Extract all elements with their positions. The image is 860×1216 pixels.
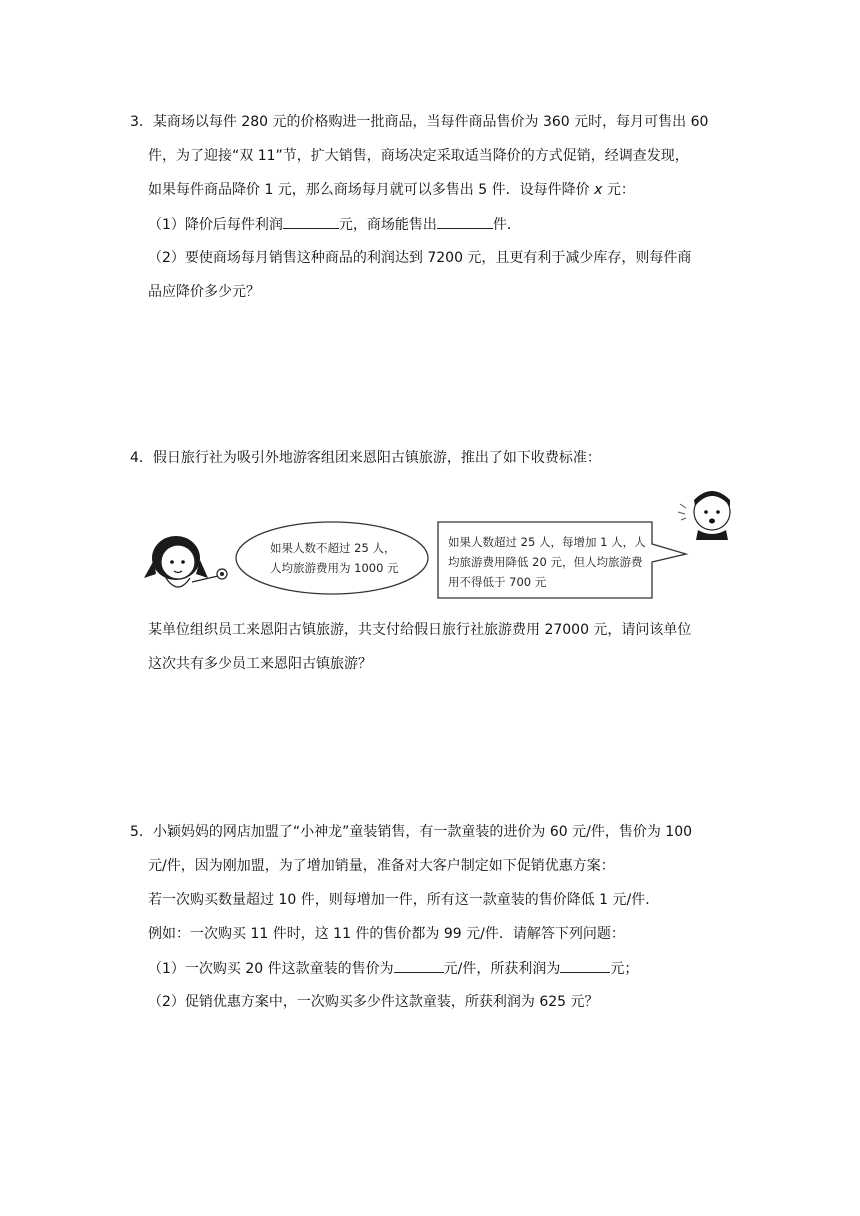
girl-figure [144, 536, 227, 587]
q3-line-3 [148, 180, 635, 200]
q3-sub-2-line-2: 品应降价多少元？ [148, 284, 260, 300]
q5-sub-1 [148, 958, 638, 979]
q3-line-3-end: 元： [602, 182, 635, 198]
q3-line-2: 件，为了迎接“双 11”节，扩大销售，商场决定采取适当降价的方式促销，经调查发现， [148, 148, 689, 164]
q3-line-1: 3．某商场以每件 280 元的价格购进一批商品，当每件商品售价为 360 元时，每月可售出 60 [130, 114, 709, 130]
q5-answer-blank-profit[interactable] [560, 958, 610, 973]
q5-answer-blank-price[interactable] [394, 958, 444, 973]
boy-figure [678, 491, 730, 540]
q3-sub-1 [148, 214, 521, 235]
q3-variable-x: x [594, 182, 603, 198]
q3-sub-1-mid: 元，商场能售出 [338, 217, 437, 233]
left-bubble-line-2: 人均旅游费用为 1000 元 [270, 561, 399, 575]
right-bubble-line-3: 用不得低于 700 元 [448, 575, 547, 589]
q5-line-3: 若一次购买数量超过 10 件，则每增加一件，所有这一款童装的售价降低 1 元/件． [148, 892, 660, 908]
left-bubble-line-1: 如果人数不超过 25 人， [270, 541, 396, 555]
right-bubble-line-1: 如果人数超过 25 人，每增加 1 人，人 [448, 535, 646, 549]
q5-line-4: 例如：一次购买 11 件时，这 11 件的售价都为 99 元/件．请解答下列问题： [148, 926, 625, 942]
q4-illustration [140, 478, 740, 608]
q5-sub-1-text: （1）一次购买 20 件这款童装的售价为 [148, 961, 394, 977]
right-bubble-line-2: 均旅游费用降低 20 元，但人均旅游费 [448, 555, 643, 569]
q3-line-3-text: 如果每件商品降价 1 元，那么商场每月就可以多售出 5 件．设每件降价 [148, 182, 595, 198]
q5-sub-1-mid: 元/件，所获利润为 [443, 961, 561, 977]
q4-line-3: 这次共有多少员工来恩阳古镇旅游？ [148, 656, 372, 672]
q5-sub-2: （2）促销优惠方案中，一次购买多少件这款童装，所获利润为 625 元？ [148, 994, 599, 1010]
q3-sub-1-text: （1）降价后每件利润 [148, 217, 283, 233]
q3-answer-blank-quantity[interactable] [437, 214, 493, 229]
q5-line-1: 5．小颖妈妈的网店加盟了“小神龙”童装销售，有一款童装的进价为 60 元/件，售价为 100 [130, 824, 693, 840]
q3-sub-1-end: 件． [492, 217, 521, 233]
q5-line-2: 元/件，因为刚加盟，为了增加销量，准备对大客户制定如下促销优惠方案： [148, 858, 615, 874]
q4-illustration-svg [140, 478, 740, 608]
q3-sub-2-line-1: （2）要使商场每月销售这种商品的利润达到 7200 元，且更有利于减少库存，则每件商 [148, 250, 692, 266]
q5-sub-1-end: 元； [610, 961, 639, 977]
q4-line-1: 4．假日旅行社为吸引外地游客组团来恩阳古镇旅游，推出了如下收费标准： [130, 450, 601, 466]
q3-answer-blank-profit[interactable] [283, 214, 339, 229]
q4-line-2: 某单位组织员工来恩阳古镇旅游，共支付给假日旅行社旅游费用 27000 元，请问该单位 [148, 622, 692, 638]
